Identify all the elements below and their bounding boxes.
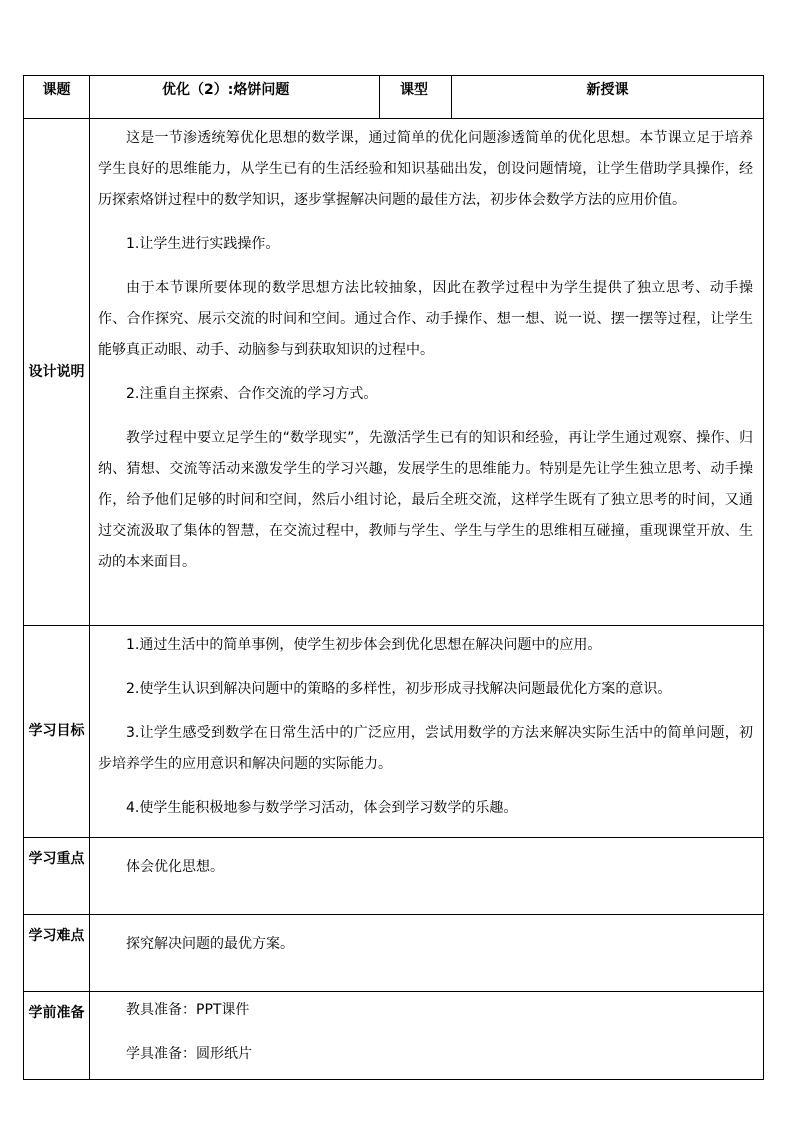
design-content: [90, 119, 763, 578]
teacher-prep: 教具准备：PPT课件: [126, 1002, 250, 1018]
design-paragraph: 这是一节渗透统筹优化思想的数学课，通过简单的优化问题渗透简单的优化思想。本节课立足于培养学生良好的思维能力，从学生已有的生活经验和知识基础出发，创设问题情境，让学生借助学具操作，经历探索烙饼过程中的数学知识，逐步掌握解决问题的最佳方法，初步体会数学方法的应用价值。: [98, 130, 753, 208]
lesson-plan-table: [23, 75, 764, 1080]
prep-label: 学前准备: [24, 992, 90, 1080]
type-label: 课型: [400, 82, 428, 98]
type-label-cell: [380, 76, 452, 119]
goals-label: 学习目标: [24, 626, 90, 838]
key-point-content: [90, 838, 763, 883]
topic-value-cell: [90, 76, 380, 119]
difficulty-content: [90, 915, 763, 960]
design-paragraph: 2.注重自主探索、合作交流的学习方式。: [126, 386, 378, 402]
type-value: 新授课: [586, 82, 629, 98]
design-content-cell: [90, 119, 764, 626]
difficulty-content-cell: [90, 915, 764, 992]
goals-row: [24, 626, 764, 838]
key-point-label: 学习重点: [24, 838, 90, 915]
goal-item: 3.让学生感受到数学在日常生活中的广泛应用，尝试用数学的方法来解决实际生活中的简单问题，初步培养学生的应用意识和解决问题的实际能力。: [98, 725, 753, 772]
goals-content: [90, 626, 763, 824]
design-row: [24, 119, 764, 626]
prep-row: [24, 992, 764, 1080]
goal-item: 4.使学生能积极地参与数学学习活动，体会到学习数学的乐趣。: [126, 800, 518, 816]
type-value-cell: [452, 76, 764, 119]
difficulty-row: [24, 915, 764, 992]
topic-value: 优化（2）:烙饼问题: [162, 82, 290, 98]
difficulty-text: 探究解决问题的最优方案。: [126, 936, 294, 952]
design-label: 设计说明: [24, 119, 90, 626]
topic-label: 课题: [42, 82, 71, 98]
design-paragraph: 教学过程中要立足学生的“数学现实”，先激活学生已有的知识和经验，再让学生通过观察、操作、归纳、猜想、交流等活动来激发学生的学习兴趣，发展学生的思维能力。特别是先让学生独立思考、动手操作，给予他们足够的时间和空间，然后小组讨论，最后全班交流，这样学生既有了独立思考的时间，又通过交流汲取了集体的智慧，在交流过程中，教师与学生、学生与学生的思维相互碰撞，重现课堂开放、生动的本来面目。: [98, 430, 753, 570]
goal-item: 1.通过生活中的简单事例，使学生初步体会到优化思想在解决问题中的应用。: [126, 637, 602, 653]
key-point-content-cell: [90, 838, 764, 915]
prep-content-cell: [90, 992, 764, 1080]
key-point-row: [24, 838, 764, 915]
key-point-text: 体会优化思想。: [126, 859, 224, 875]
prep-content: [90, 992, 763, 1070]
goal-item: 2.使学生认识到解决问题中的策略的多样性，初步形成寻找解决问题最优化方案的意识。: [126, 681, 672, 697]
topic-label-cell: [24, 76, 90, 119]
goals-content-cell: [90, 626, 764, 838]
difficulty-label: 学习难点: [24, 915, 90, 992]
header-row: [24, 76, 764, 119]
student-prep: 学具准备：圆形纸片: [126, 1046, 252, 1062]
design-paragraph: 1.让学生进行实践操作。: [126, 236, 280, 252]
design-paragraph: 由于本节课所要体现的数学思想方法比较抽象，因此在教学过程中为学生提供了独立思考、动手操作、合作探究、展示交流的时间和空间。通过合作、动手操作、想一想、说一说、摆一摆等过程，让学生能够真正动眼、动手、动脑参与到获取知识的过程中。: [98, 280, 753, 358]
